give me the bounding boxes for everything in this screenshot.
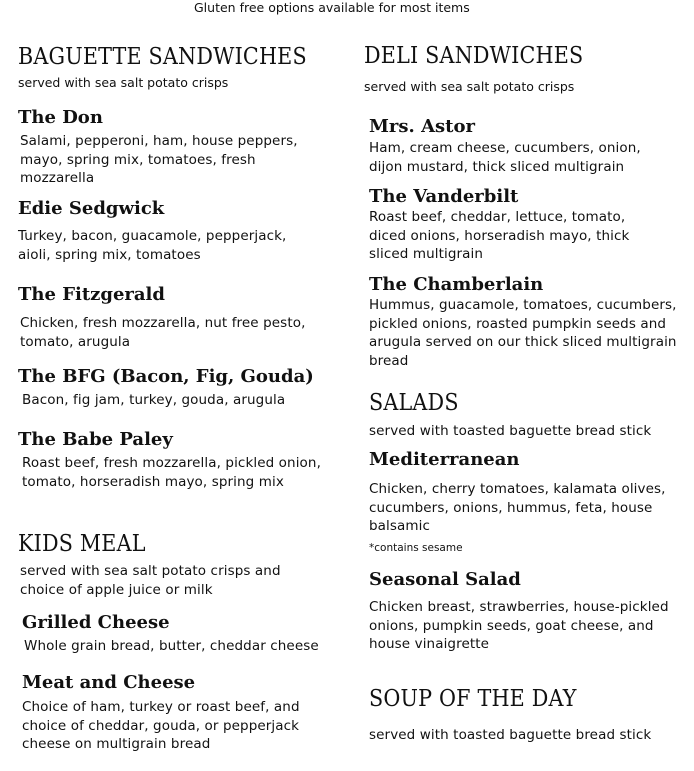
menu-item-description: Ham, cream cheese, cucumbers, onion, dijon mustard, thick sliced multigrain: [369, 140, 641, 175]
baguette-sandwiches-title: BAGUETTE SANDWICHES: [18, 44, 307, 70]
menu-item-description: Roast beef, fresh mozzarella, pickled onion, tomato, horseradish mayo, spring mix: [22, 455, 321, 490]
kids-meal-subtitle: served with sea salt potato crisps and choice of apple juice or milk: [20, 563, 281, 598]
menu-item-name: The Don: [18, 107, 103, 128]
menu-item-name: The Fitzgerald: [18, 284, 165, 305]
menu-item-name: Meat and Cheese: [22, 672, 196, 693]
menu-item-description: Bacon, fig jam, turkey, gouda, arugula: [22, 392, 286, 408]
menu-item-description: Roast beef, cheddar, lettuce, tomato, diced onions, horseradish mayo, thick sliced multigrain: [369, 209, 630, 263]
soup-subtitle: served with toasted baguette bread stick: [369, 727, 652, 743]
menu-item-name: Mediterranean: [369, 449, 520, 470]
menu-item-name: Mrs. Astor: [369, 116, 475, 137]
menu-item-description: Chicken breast, strawberries, house-pickled onions, pumpkin seeds, goat cheese, and house vinaigrette: [369, 599, 669, 653]
menu-item-description: Hummus, guacamole, tomatoes, cucumbers, pickled onions, roasted pumpkin seeds and arugula served on our thick sliced multigrain bread: [369, 297, 677, 369]
soup-title: SOUP OF THE DAY: [369, 686, 577, 712]
deli-sandwiches-title: DELI SANDWICHES: [364, 43, 584, 69]
gluten-free-notice: Gluten free options available for most items: [194, 0, 470, 15]
menu-item-description: Salami, pepperoni, ham, house peppers, mayo, spring mix, tomatoes, fresh mozzarella: [20, 133, 298, 187]
salads-subtitle: served with toasted baguette bread stick: [369, 423, 652, 439]
menu-item-name: The BFG (Bacon, Fig, Gouda): [18, 366, 314, 387]
menu-item-name: Grilled Cheese: [22, 612, 170, 633]
menu-item-description: Whole grain bread, butter, cheddar cheese: [24, 638, 319, 654]
menu-item-name: The Babe Paley: [18, 429, 173, 450]
menu-item-name: Seasonal Salad: [369, 569, 521, 590]
menu-item-description: Chicken, cherry tomatoes, kalamata olives, cucumbers, onions, hummus, feta, house balsamic: [369, 481, 666, 535]
kids-meal-title: KIDS MEAL: [18, 531, 146, 557]
salads-title: SALADS: [369, 390, 459, 416]
menu-item-name: The Vanderbilt: [369, 186, 519, 207]
menu-item-name: Edie Sedgwick: [18, 198, 165, 219]
menu-item-description: Choice of ham, turkey or roast beef, and choice of cheddar, gouda, or pepperjack cheese on multigrain bread: [22, 699, 300, 753]
menu-item-name: The Chamberlain: [369, 274, 544, 295]
deli-sandwiches-subtitle: served with sea salt potato crisps: [364, 79, 575, 94]
baguette-sandwiches-subtitle: served with sea salt potato crisps: [18, 75, 229, 90]
menu-item-description: Turkey, bacon, guacamole, pepperjack, aioli, spring mix, tomatoes: [18, 228, 287, 263]
sesame-allergen-note: *contains sesame: [369, 542, 463, 554]
menu-item-description: Chicken, fresh mozzarella, nut free pesto, tomato, arugula: [20, 315, 306, 350]
